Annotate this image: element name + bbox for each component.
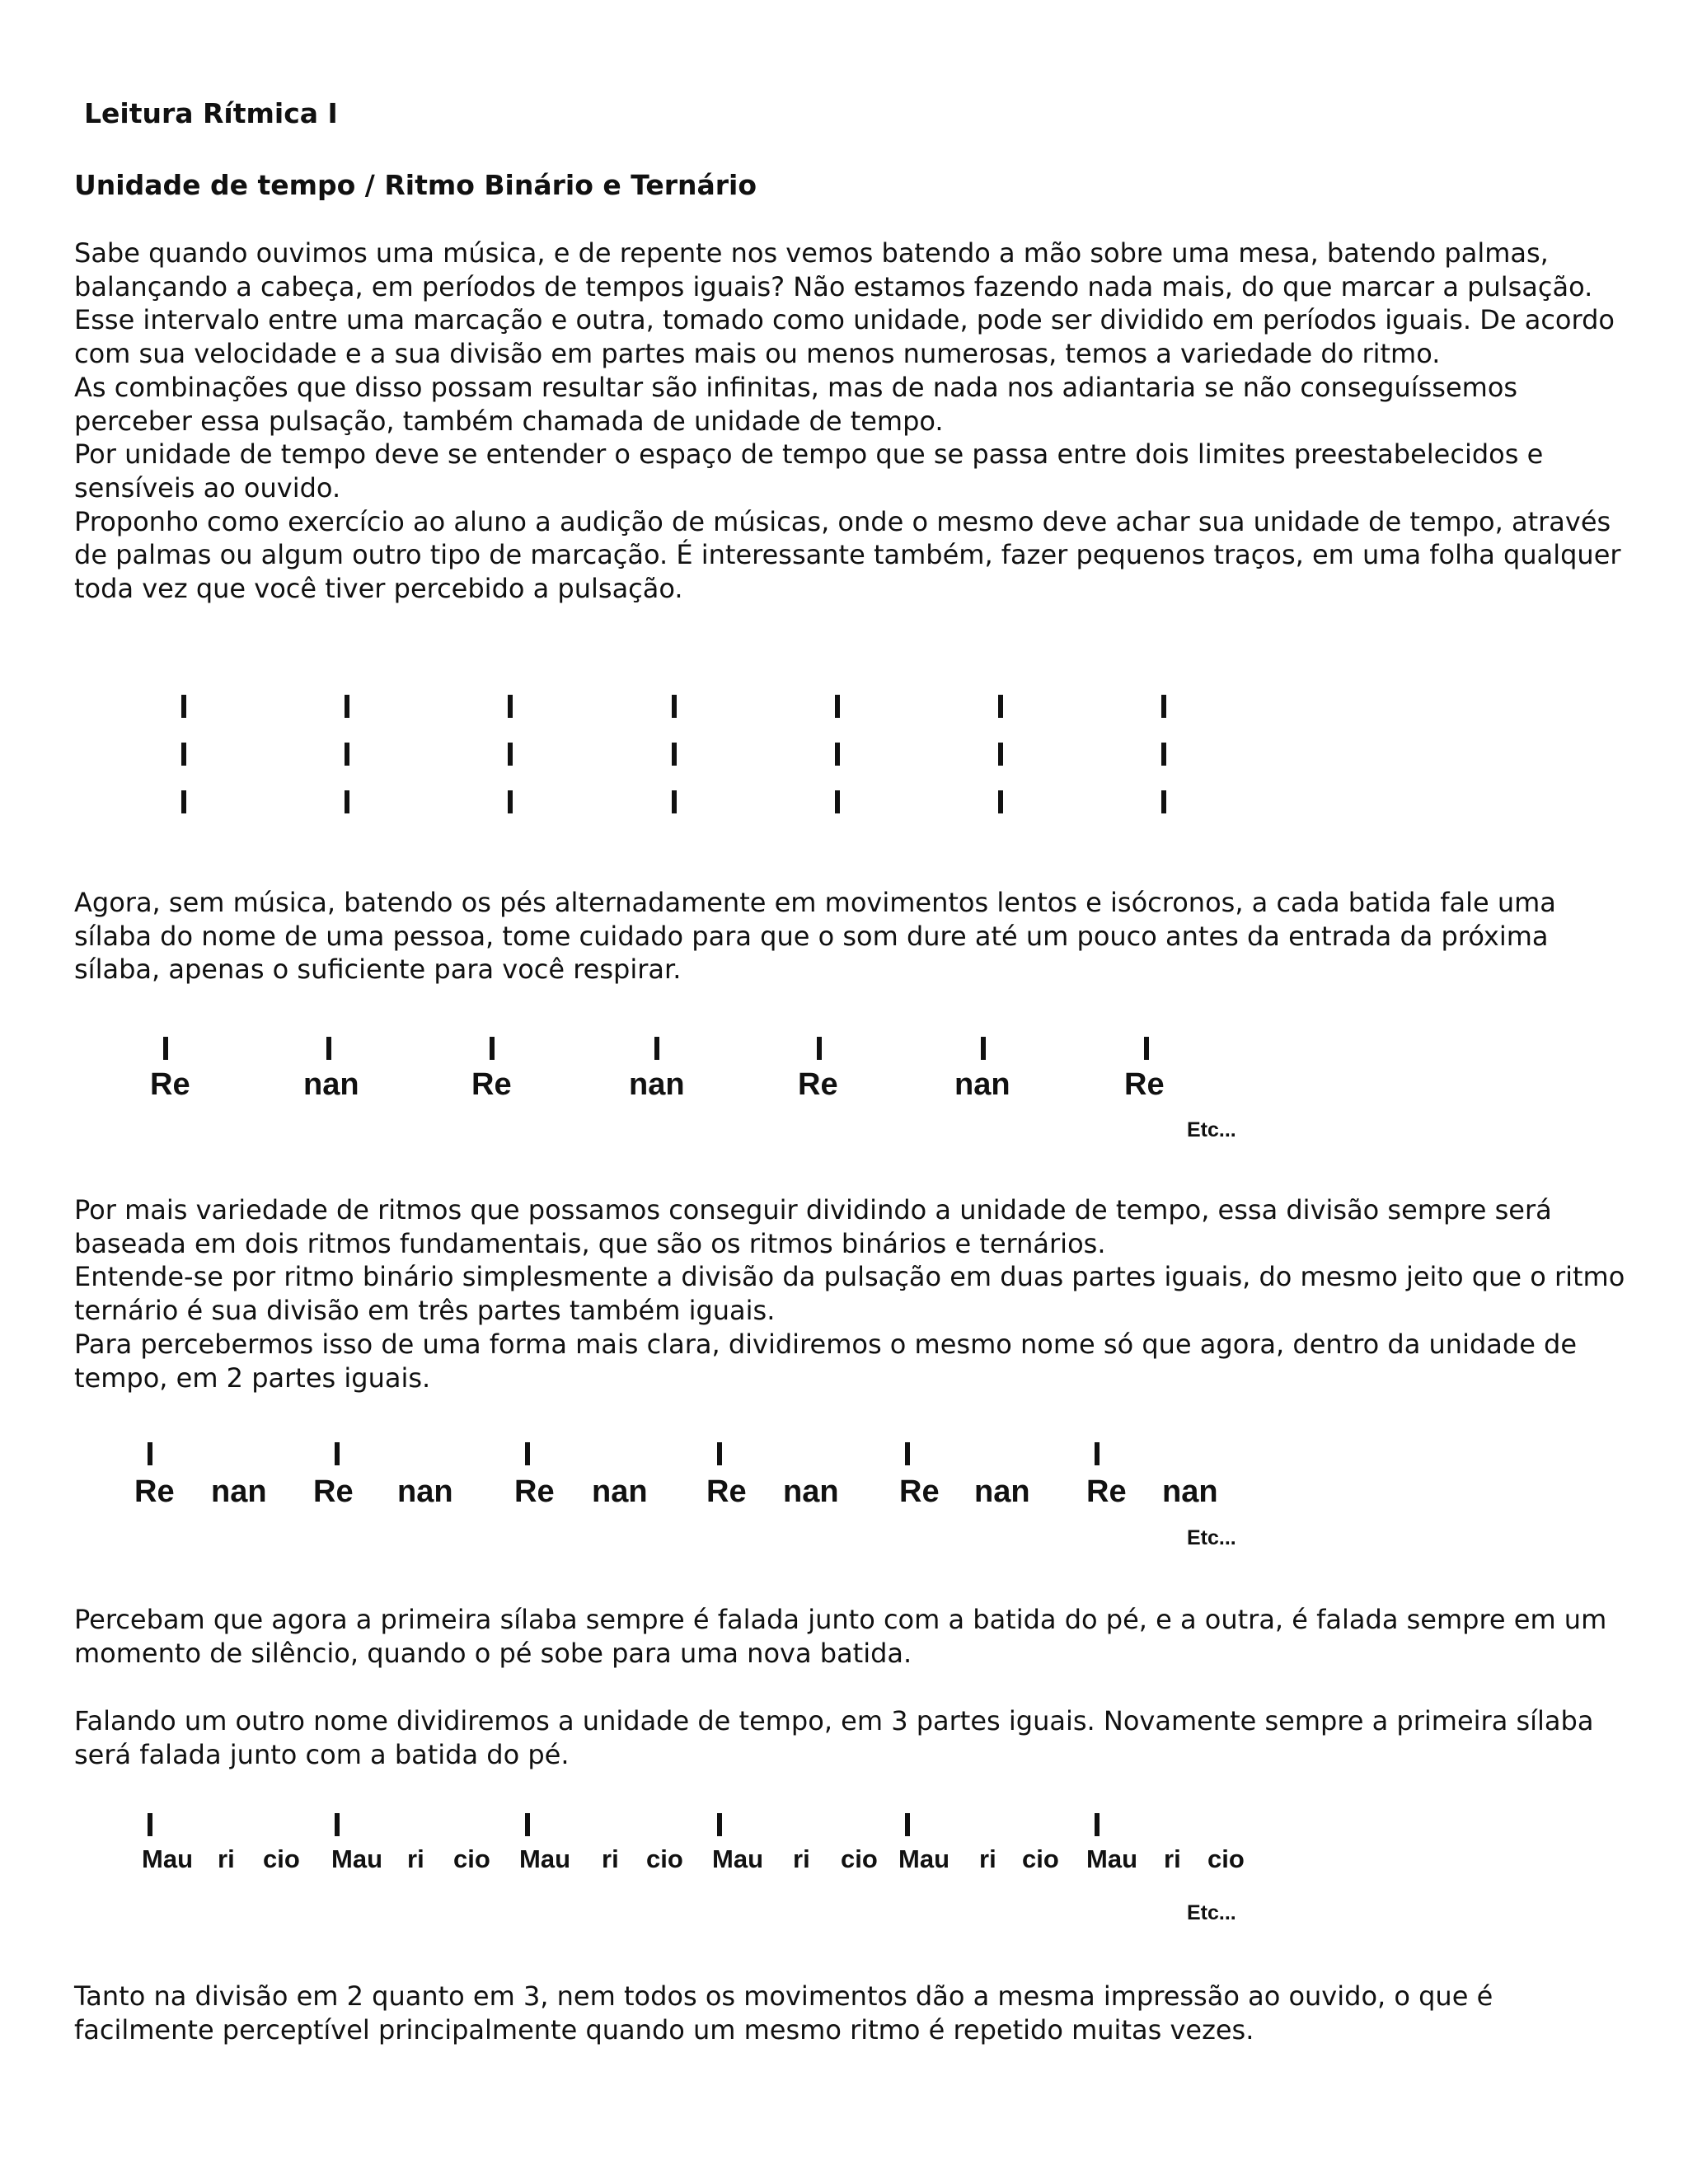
- pulse-mark: [835, 695, 840, 718]
- beat-mark: [335, 1442, 340, 1465]
- syllable: cio: [263, 1844, 300, 1873]
- beat-mark: [1144, 1037, 1149, 1060]
- etc-label-2: Etc...: [1187, 1526, 1236, 1549]
- beat-mark: [1095, 1442, 1100, 1465]
- syllable: cio: [1207, 1844, 1245, 1873]
- pulse-mark: [1161, 695, 1166, 718]
- beat-mark: [717, 1442, 722, 1465]
- syllable: Mau: [1086, 1844, 1137, 1873]
- pulse-mark: [1161, 790, 1166, 813]
- syllable: ri: [979, 1844, 996, 1873]
- beat-mark: [1095, 1813, 1100, 1836]
- beat-mark: [905, 1442, 910, 1465]
- paragraph-conclusion: Tanto na divisão em 2 quanto em 3, nem todos os movimentos dão a mesma impressão ao ouvido, o que é facilmente perceptível principalmente quando um mesmo ritmo é repetido muitas vezes.: [74, 1980, 1493, 2046]
- syllable: nan: [629, 1067, 685, 1102]
- beat-mark: [654, 1037, 659, 1060]
- syllable: Mau: [898, 1844, 950, 1873]
- syllable: Mau: [519, 1844, 570, 1873]
- syllable: nan: [974, 1474, 1030, 1509]
- syllable: cio: [453, 1844, 490, 1873]
- syllable: Re: [798, 1067, 838, 1102]
- syllable: Re: [706, 1474, 747, 1509]
- intro-paragraph: Sabe quando ouvimos uma música, e de repente nos vemos batendo a mão sobre uma mesa, batendo palmas, balançando a cabeça, em períodos de tempos iguais? Não estamos fazendo nada mais, do que marcar a pulsação. Esse intervalo entre uma marcação e outra, tomado como unidade, pode ser dividido em períodos iguais. De acordo com sua velocidade e a sua divisão em partes mais ou menos numerosas, temos a variedade do ritmo. As combinações que disso possam resultar são infinitas, mas de nada nos adiantaria se não conseguíssemos perceber essa pulsação, também chamada de unidade de tempo. Por unidade de tempo deve se entender o espaço de tempo que se passa entre dois limites preestabelecidos e sensíveis ao ouvido. Proponho como exercício ao aluno a audição de músicas, onde o mesmo deve achar sua unidade de tempo, através de palmas ou algum outro tipo de marcação. É interessante também, fazer pequenos traços, em uma folha qualquer toda vez que você tiver percebido a pulsação.: [74, 237, 1621, 605]
- syllable: Re: [313, 1474, 354, 1509]
- syllable: nan: [592, 1474, 648, 1509]
- pulse-mark: [672, 695, 677, 718]
- syllable: ri: [793, 1844, 810, 1873]
- syllable: cio: [646, 1844, 683, 1873]
- syllable: Re: [471, 1067, 512, 1102]
- beat-mark: [163, 1037, 168, 1060]
- beat-mark: [717, 1813, 722, 1836]
- syllable: Mau: [331, 1844, 382, 1873]
- pulse-mark: [998, 790, 1003, 813]
- syllable: ri: [1164, 1844, 1181, 1873]
- syllable: ri: [218, 1844, 235, 1873]
- pulse-mark: [998, 695, 1003, 718]
- beat-mark: [981, 1037, 986, 1060]
- pulse-mark: [181, 743, 186, 766]
- syllable: nan: [211, 1474, 267, 1509]
- pulse-mark: [345, 743, 349, 766]
- beat-mark: [148, 1442, 152, 1465]
- syllable: ri: [407, 1844, 424, 1873]
- beat-mark: [148, 1813, 152, 1836]
- etc-label-1: Etc...: [1187, 1118, 1236, 1141]
- pulse-mark: [508, 790, 513, 813]
- syllable: cio: [1022, 1844, 1059, 1873]
- pulse-mark: [181, 790, 186, 813]
- syllable: nan: [954, 1067, 1010, 1102]
- beat-mark: [525, 1442, 530, 1465]
- pulse-mark: [672, 743, 677, 766]
- beat-mark: [326, 1037, 331, 1060]
- syllable: Mau: [712, 1844, 763, 1873]
- pulse-mark: [345, 790, 349, 813]
- pulse-mark: [181, 695, 186, 718]
- paragraph-binary-ternary: Por mais variedade de ritmos que possamos conseguir dividindo a unidade de tempo, essa divisão sempre será baseada em dois ritmos fundamentais, que são os ritmos binários e ternários. Entende-se por ritmo binário simplesmente a divisão da pulsação em duas partes iguais, do mesmo jeito que o ritmo ternário é sua divisão em três partes também iguais. Para percebermos isso de uma forma mais clara, dividiremos o mesmo nome só que agora, dentro da unidade de tempo, em 2 partes iguais.: [74, 1194, 1625, 1394]
- beat-mark: [525, 1813, 530, 1836]
- etc-label-3: Etc...: [1187, 1901, 1236, 1924]
- pulse-mark: [1161, 743, 1166, 766]
- beat-mark: [335, 1813, 340, 1836]
- paragraph-feet-syllables: Agora, sem música, batendo os pés alternadamente em movimentos lentos e isócronos, a cada batida fale uma sílaba do nome de uma pessoa, tome cuidado para que o som dure até um pouco antes da entrada da próxima sílaba, apenas o suficiente para você respirar.: [74, 887, 1556, 986]
- pulse-mark: [345, 695, 349, 718]
- syllable: Re: [514, 1474, 555, 1509]
- syllable: Mau: [142, 1844, 193, 1873]
- pulse-mark: [672, 790, 677, 813]
- pulse-mark: [508, 743, 513, 766]
- syllable: Re: [134, 1474, 175, 1509]
- syllable: Re: [899, 1474, 940, 1509]
- pulse-mark: [835, 743, 840, 766]
- beat-mark: [490, 1037, 495, 1060]
- syllable: Re: [150, 1067, 190, 1102]
- section-subtitle: Unidade de tempo / Ritmo Binário e Ternário: [74, 169, 757, 201]
- syllable: Re: [1124, 1067, 1165, 1102]
- pulse-mark: [508, 695, 513, 718]
- syllable: Re: [1086, 1474, 1127, 1509]
- beat-mark: [817, 1037, 822, 1060]
- syllable: ri: [602, 1844, 619, 1873]
- syllable: cio: [841, 1844, 878, 1873]
- syllable: nan: [303, 1067, 359, 1102]
- syllable: nan: [783, 1474, 839, 1509]
- beat-mark: [905, 1813, 910, 1836]
- paragraph-first-syllable: Percebam que agora a primeira sílaba sempre é falada junto com a batida do pé, e a outra, é falada sempre em um momento de silêncio, quando o pé sobe para uma nova batida.: [74, 1604, 1607, 1669]
- paragraph-three-parts: Falando um outro nome dividiremos a unidade de tempo, em 3 partes iguais. Novamente sempre a primeira sílaba será falada junto com a batida do pé.: [74, 1705, 1594, 1770]
- syllable: nan: [1162, 1474, 1218, 1509]
- pulse-mark: [835, 790, 840, 813]
- pulse-mark: [998, 743, 1003, 766]
- syllable: nan: [397, 1474, 453, 1509]
- page-title: Leitura Rítmica I: [84, 97, 338, 129]
